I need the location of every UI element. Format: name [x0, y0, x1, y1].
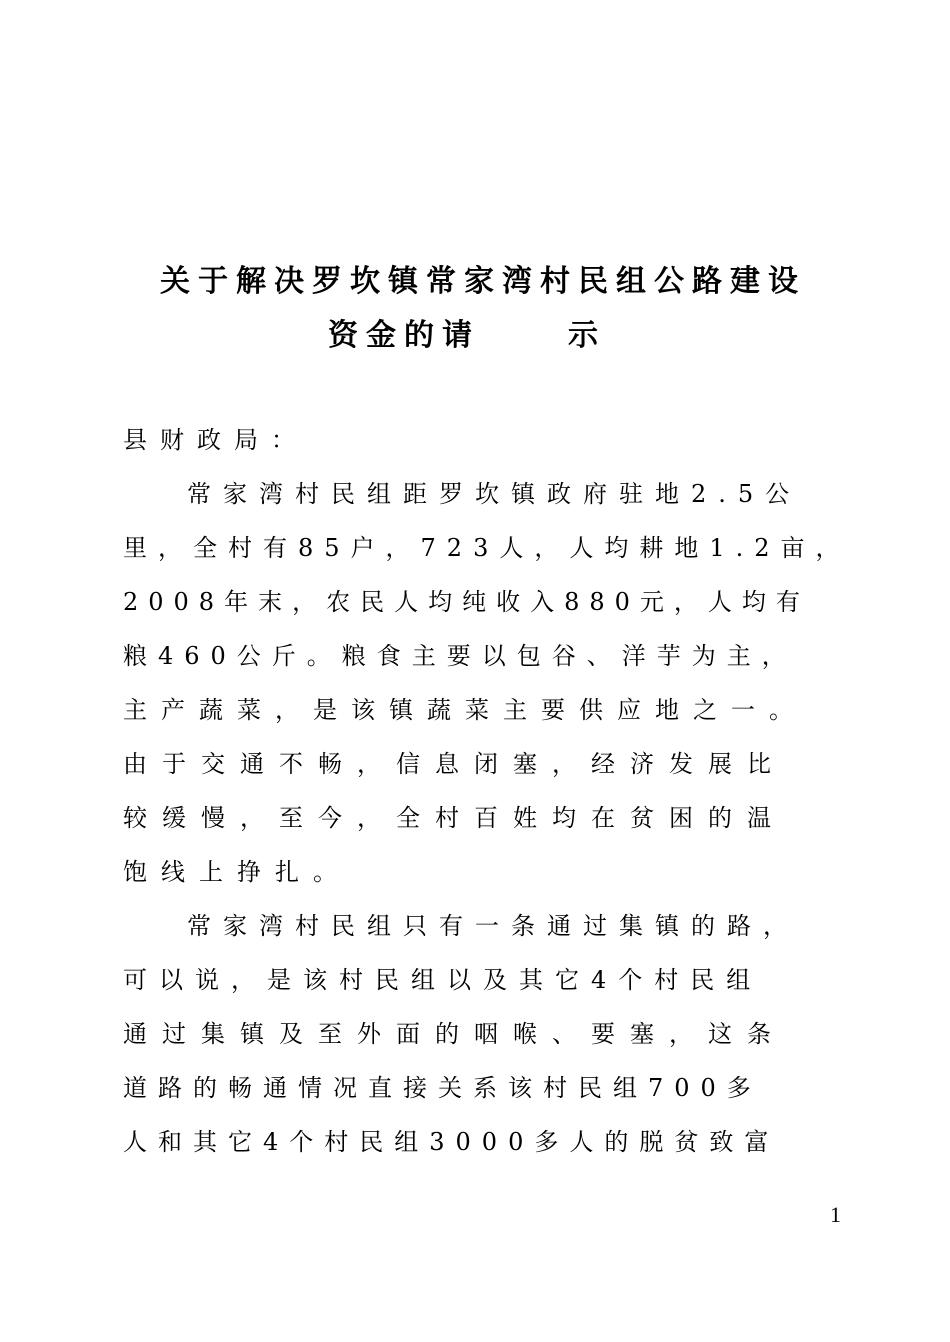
title-line-2-part-1: 资金的请	[328, 318, 480, 353]
body-line: 2008年末，农民人均纯收入880元，人均有	[123, 588, 810, 616]
body-line: 粮460公斤。粮食主要以包谷、洋芋为主，	[123, 642, 797, 670]
body-line: 人和其它4个村民组3000多人的脱贫致富	[123, 1128, 780, 1156]
body-line: 常家湾村民组只有一条通过集镇的路，	[187, 912, 799, 940]
body-line: 道路的畅通情况直接关系该村民组700多	[123, 1074, 762, 1102]
title-line-2-part-2: 示	[568, 318, 606, 353]
body-line: 饱线上挣扎。	[123, 858, 351, 886]
body-line: 由于交通不畅，信息闭塞，经济发展比	[123, 750, 786, 778]
body-line: 里，全村有85户，723人，人均耕地1.2亩，	[123, 534, 851, 562]
body-line: 常家湾村民组距罗坎镇政府驻地2.5公	[187, 480, 802, 508]
document-title-line-2	[0, 310, 942, 354]
body-line: 较缓慢，至今，全村百姓均在贫困的温	[123, 804, 786, 832]
body-line: 可以说，是该村民组以及其它4个村民组	[123, 966, 763, 994]
page-number: 1	[830, 1202, 841, 1227]
salutation: 县财政局：	[123, 426, 308, 454]
document-title-line-1: 关于解决罗坎镇常家湾村民组公路建设	[160, 264, 806, 299]
body-line: 通过集镇及至外面的咽喉、要塞，这条	[123, 1020, 786, 1048]
body-line: 主产蔬菜，是该镇蔬菜主要供应地之一。	[123, 696, 807, 724]
